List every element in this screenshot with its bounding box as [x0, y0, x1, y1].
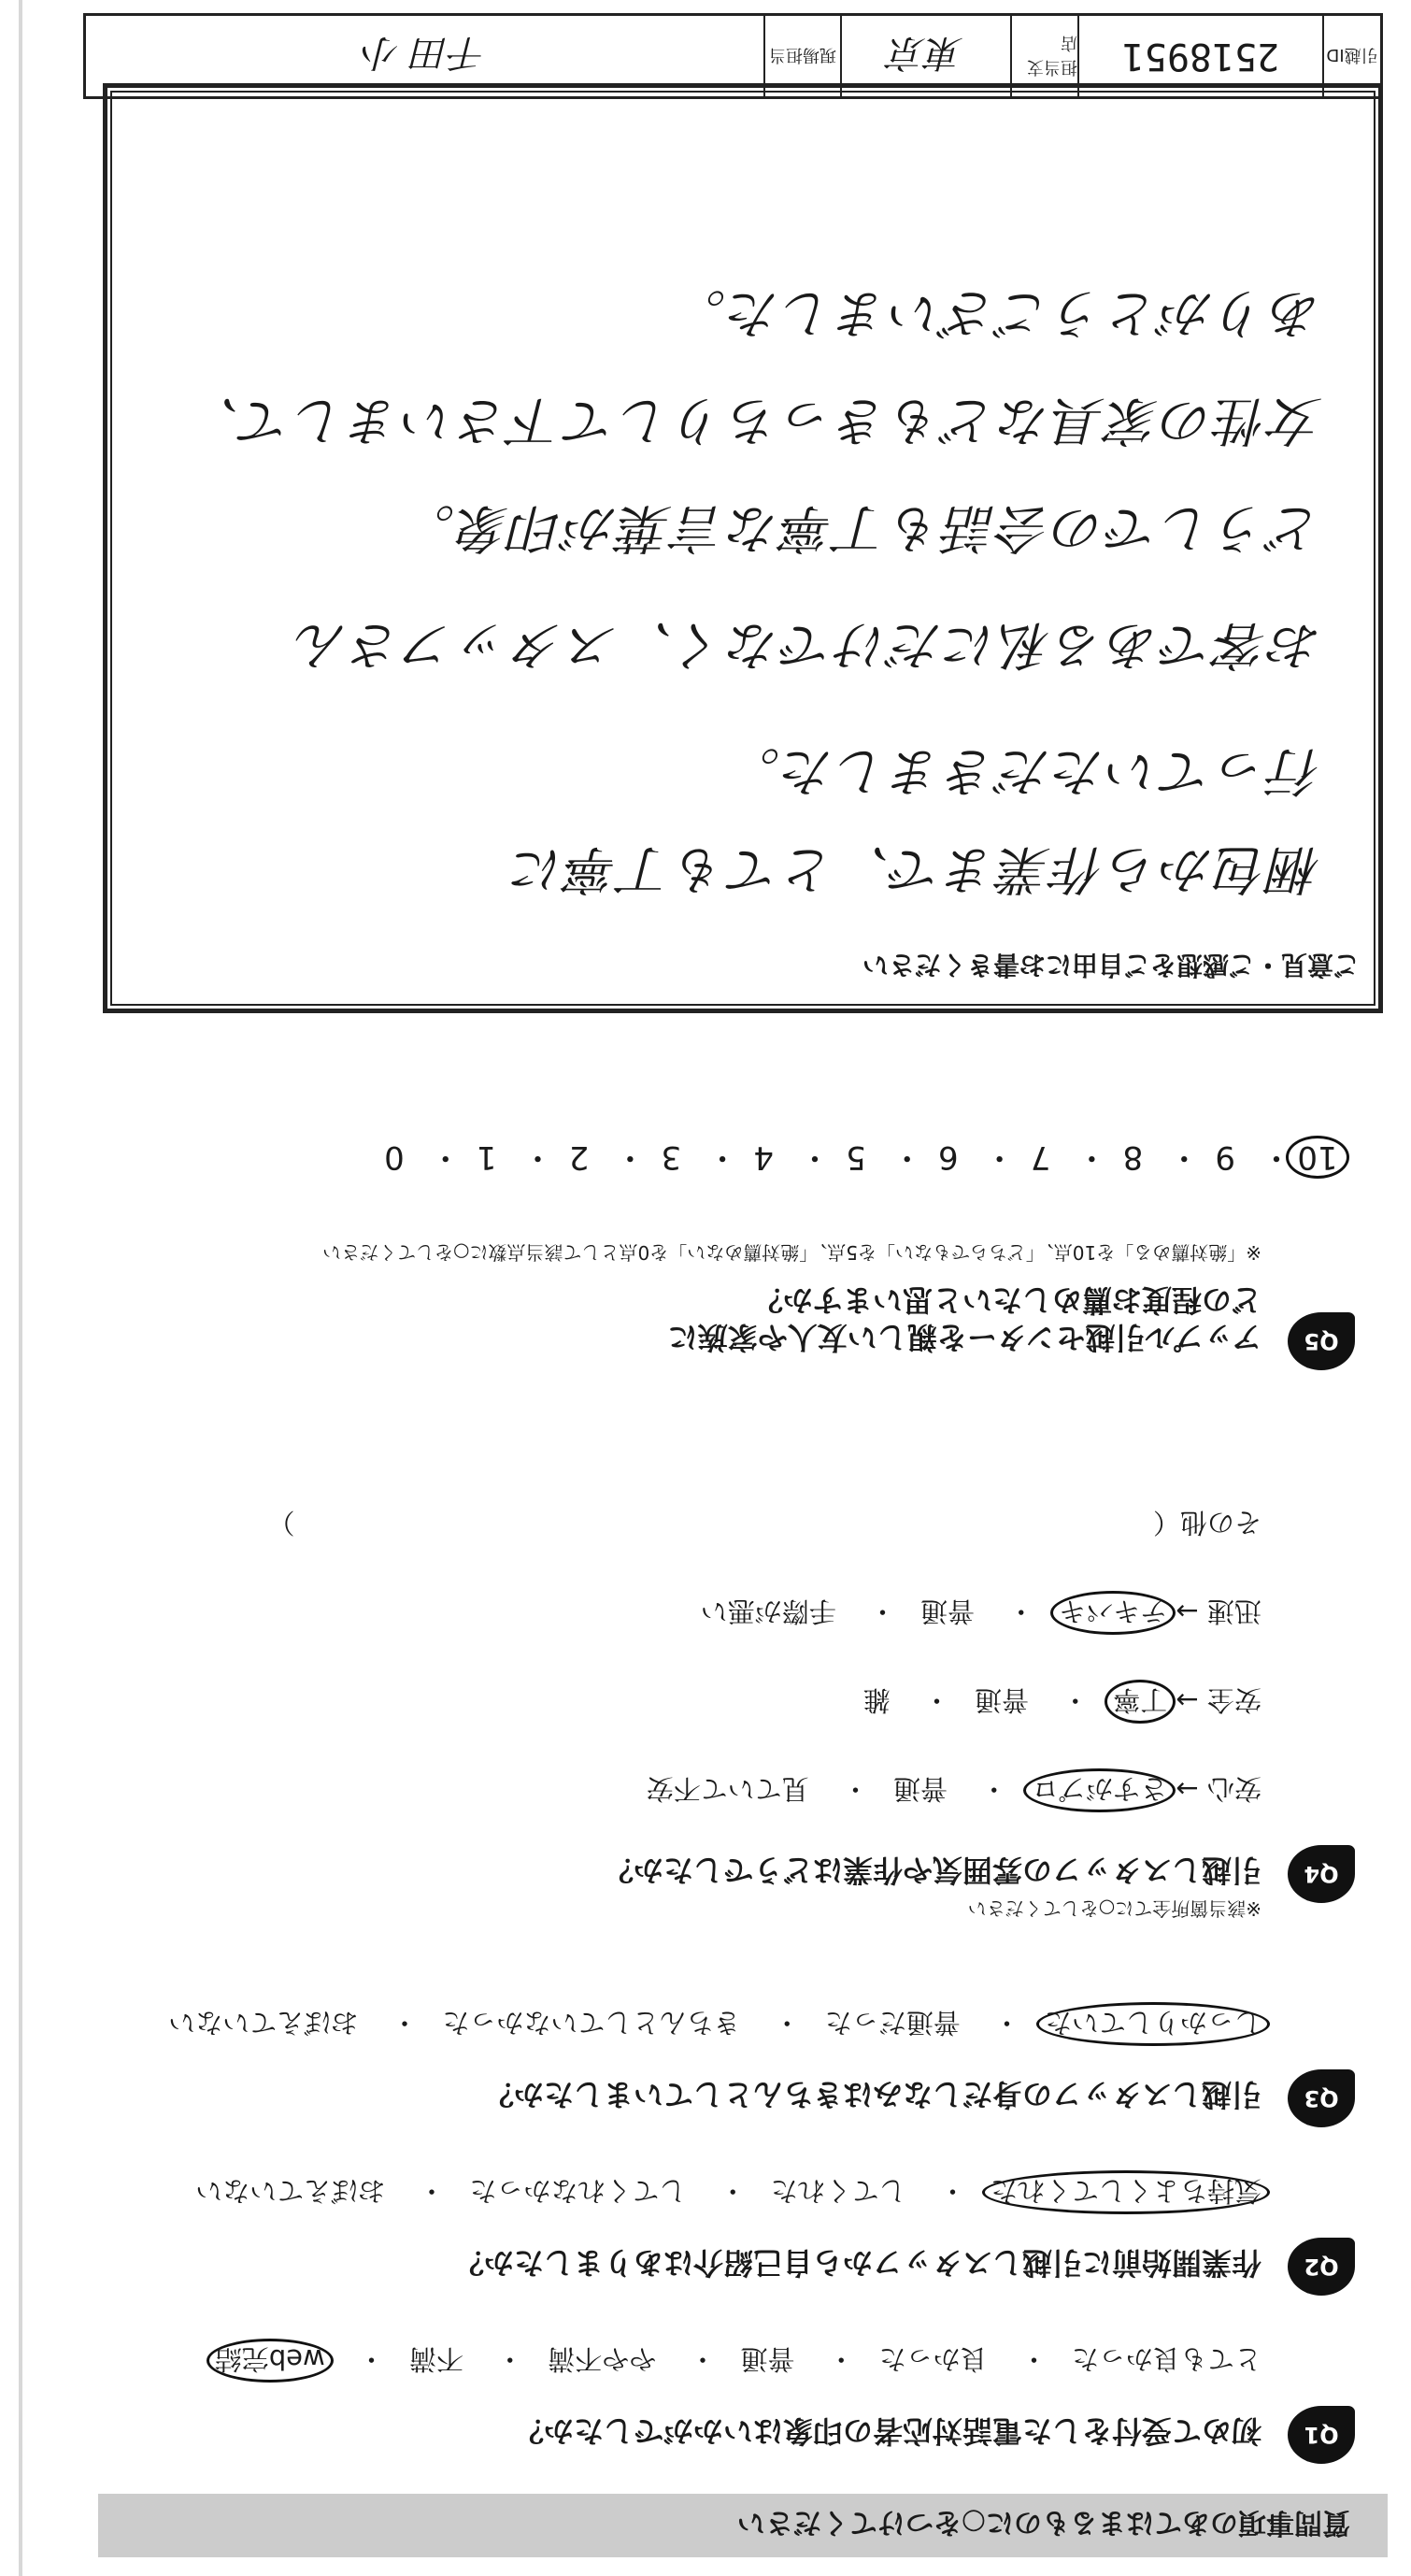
q2-option[interactable]: してくれた: [770, 2175, 906, 2207]
q4-row-jinsoku: 迅速 → テキパキ・ 普通・ 手際が悪い: [701, 1594, 1261, 1632]
q4-option[interactable]: 見ていて不安: [646, 1773, 809, 1805]
comment-line: お客である私にだけでなく、スタッフさん: [293, 614, 1322, 675]
branch-label-cell: [1012, 16, 1079, 96]
q5-score[interactable]: 8: [1122, 1138, 1144, 1176]
q4-row-anshin: 安心 → さすがプロ・ 普通・ 見ていて不安: [647, 1771, 1261, 1810]
q4-row-label: 安全: [1206, 1684, 1261, 1716]
q5-text-line2: どの程度お薦めしたいと思いますか？: [752, 1282, 1261, 1318]
branch-value-cell: [842, 16, 1012, 96]
q3-option[interactable]: きちんとしていなかった: [442, 2007, 741, 2039]
crew-value: 千田 小: [363, 31, 487, 75]
scan-edge-line: [19, 0, 22, 2576]
id-value-cell: [1079, 16, 1324, 96]
q4-option[interactable]: 普通: [919, 1596, 975, 1627]
q2-badge: Q2: [1288, 2238, 1355, 2296]
q5-score[interactable]: 3: [661, 1138, 682, 1176]
comment-line: ありがとうございました。: [672, 282, 1322, 343]
branch-label: 担当支店: [1027, 33, 1077, 77]
id-label: 引越ID: [1326, 45, 1378, 64]
q4-row-label: 迅速: [1206, 1596, 1261, 1627]
q5-score-selected[interactable]: 10: [1286, 1136, 1349, 1179]
q1-option[interactable]: 普通: [740, 2343, 795, 2375]
crew-label: 現場担当: [769, 45, 836, 64]
q2-option[interactable]: おぼえていない: [195, 2175, 386, 2207]
q4-note: ※該当箇所全てに○をしてください: [967, 1897, 1261, 1920]
arrow-icon: →: [1176, 1684, 1199, 1716]
q5-scale: 10・ 9・ 8・ 7・ 6・ 5・ 4・ 3・ 2・ 1・ 0: [371, 1138, 1341, 1183]
id-value: 2518951: [1121, 35, 1280, 78]
crew-label-cell: [765, 16, 842, 96]
q1-option-selected[interactable]: web完結: [207, 2339, 334, 2383]
comment-heading: ご意見・ご感想をご自由にお書きください: [862, 950, 1360, 980]
header-table: [83, 13, 1383, 99]
q5-score[interactable]: 9: [1215, 1138, 1236, 1176]
q5-score[interactable]: 0: [384, 1138, 405, 1176]
q4-option-selected[interactable]: さすがプロ: [1023, 1768, 1176, 1812]
q5-score[interactable]: 6: [937, 1138, 959, 1176]
q5-badge: Q5: [1288, 1312, 1355, 1370]
q4-option[interactable]: 雑: [862, 1684, 891, 1716]
q1-option[interactable]: とても良かった: [1071, 2343, 1261, 2375]
q1-badge: Q1: [1288, 2406, 1355, 2464]
q5-score[interactable]: 1: [476, 1138, 497, 1176]
q3-text: 引越しスタッフの身だしなみはきちんとしていましたか？: [483, 2077, 1261, 2112]
q2-option-selected[interactable]: 気持ちよくしてくれた: [982, 2170, 1270, 2214]
q4-other: [84, 1505, 1261, 1543]
comment-line: 女性の家具などもきっちりして下さいまして、: [185, 390, 1322, 451]
q2-option[interactable]: してくれなかった: [469, 2175, 687, 2207]
q4-other-close: ）: [267, 1507, 295, 1538]
q4-text: 引越しスタッフの雰囲気や作業はどうでしたか？: [603, 1853, 1261, 1888]
q4-option[interactable]: 手際が悪い: [700, 1596, 836, 1627]
q3-badge: Q3: [1288, 2069, 1355, 2127]
q5-score[interactable]: 4: [753, 1138, 774, 1176]
id-label-cell: [1324, 16, 1380, 96]
q5-score[interactable]: 2: [568, 1138, 590, 1176]
q1-option[interactable]: 良かった: [878, 2343, 988, 2375]
survey-instruction: 質問事項のあてはまるものに○をつけてください: [736, 2506, 1350, 2539]
comment-line: 行っていただきました。: [726, 740, 1322, 801]
q1-text: 初めて受付をした電話対応者の印象はいかがでしたか？: [513, 2413, 1261, 2449]
comment-line: どうしでの会話も丁寧な言葉が印象。: [401, 497, 1322, 558]
crew-value-cell: [86, 16, 765, 96]
q5-text-line1: アップル引越センターを親しい友人や家族に: [667, 1320, 1261, 1355]
q4-other-label: その他（: [1152, 1507, 1261, 1538]
q3-option[interactable]: 普通だった: [824, 2007, 961, 2039]
q5-score[interactable]: 7: [1030, 1138, 1051, 1176]
comment-line: 梱包から作業まで、とても丁寧に: [510, 838, 1322, 899]
q3-option-selected[interactable]: しっかりしていた: [1036, 2002, 1270, 2046]
q3-options: しっかりしていた・ 普通だった・ きちんとしていなかった・ おぼえていない: [168, 2005, 1261, 2043]
q1-option[interactable]: 不満: [408, 2343, 463, 2375]
q5-score[interactable]: 5: [846, 1138, 866, 1176]
survey-instruction-bar: [98, 2494, 1388, 2557]
q1-options: とても良かった・ 良かった・ 普通・ やや不満・ 不満・ web完結: [215, 2341, 1261, 2380]
q4-row-anzen: 安全 → 丁寧・ 普通・ 雑: [863, 1682, 1261, 1721]
arrow-icon: →: [1176, 1773, 1199, 1805]
branch-value: 東京: [889, 31, 963, 75]
q5-note: ※「絶対薦める」を10点、「どちらでもない」を5点、「絶対薦めない」を0点として該当点数に○をしてください: [322, 1241, 1261, 1264]
q1-option[interactable]: やや不満: [548, 2343, 657, 2375]
q2-options: 気持ちよくしてくれた・ してくれた・ してくれなかった・ おぼえていない: [195, 2173, 1261, 2211]
q4-option-selected[interactable]: 丁寧: [1105, 1680, 1176, 1724]
q2-text: 作業開始前に引越しスタッフから自己紹介はありましたか？: [453, 2245, 1261, 2281]
q4-option-selected[interactable]: テキパキ: [1050, 1591, 1176, 1635]
arrow-icon: →: [1176, 1596, 1199, 1627]
q4-badge: Q4: [1288, 1845, 1355, 1903]
q3-option[interactable]: おぼえていない: [168, 2007, 359, 2039]
q4-option[interactable]: 普通: [892, 1773, 948, 1805]
comment-box: [103, 83, 1383, 1013]
q4-option[interactable]: 普通: [974, 1684, 1029, 1716]
q4-row-label: 安心: [1206, 1773, 1261, 1805]
